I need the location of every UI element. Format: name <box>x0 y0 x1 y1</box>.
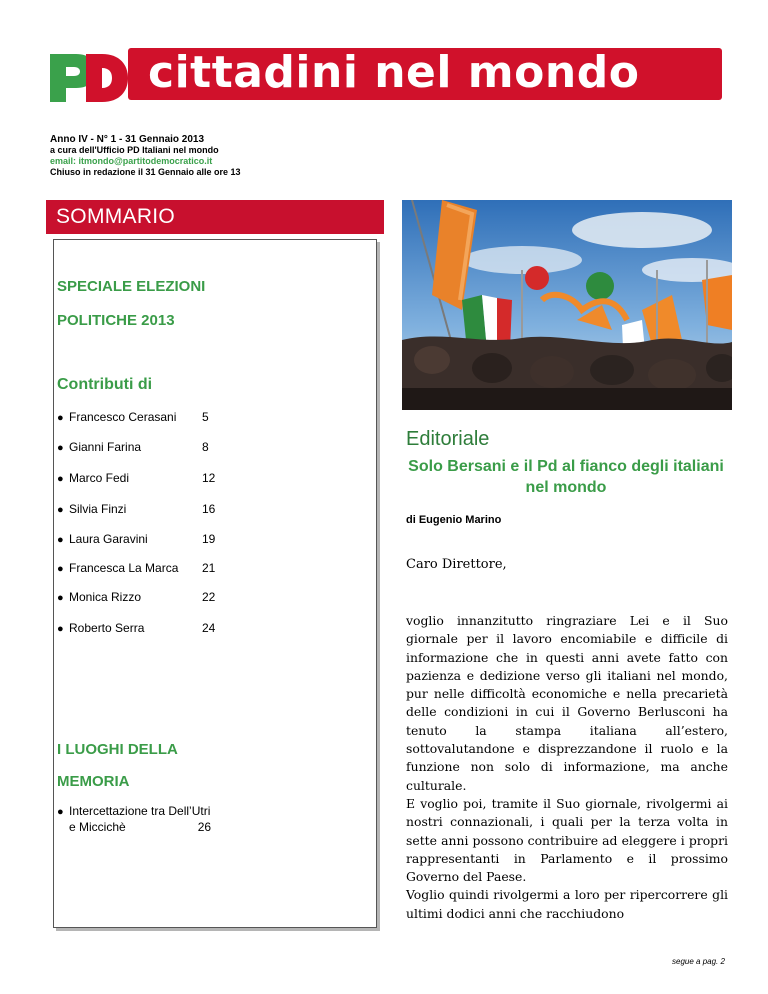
contributi-heading: Contributi di <box>57 376 153 393</box>
bullet-icon: ● <box>57 623 64 635</box>
paragraph: voglio innanzitutto ringraziare Lei e il Suo giornale per il lavoro encomiabile e difficile di informazione che in questi anni avete fatto con pazienza e dedizione verso gli italiani nel mondo, pur nelle difficoltà economiche e nella precarietà delle condizioni in cui il Governo Berlusconi ha tenuto la stampa italiana all’estero, sottovalutandone e disprezzandone il ruolo e la funzione non solo di informazione, ma anche culturale. <box>406 613 728 793</box>
bullet-icon: ● <box>57 442 64 454</box>
contents-item[interactable]: ● Silvia Finzi 16 <box>57 502 216 516</box>
editorial-body <box>406 612 728 923</box>
bullet-icon: ● <box>57 412 64 424</box>
bullet-icon: ● <box>57 534 64 546</box>
page-number: 21 <box>202 561 216 575</box>
contents-item[interactable]: ● Roberto Serra 24 <box>57 621 216 635</box>
page-number: 12 <box>202 471 216 485</box>
page-number: 5 <box>202 410 209 424</box>
page-number: 26 <box>197 820 212 834</box>
page-number: 22 <box>202 590 216 604</box>
masthead-title: cittadini nel mondo <box>148 47 640 98</box>
paragraph: E voglio poi, tramite il Suo giornale, rivolgermi ai nostri connazionali, i quali per la terza volta in sette anni possono contribuire ad eleggere i propri rappresentanti in Parlamento e il prossimo Governo del Paese. <box>406 795 728 885</box>
closing-note: Chiuso in redazione il 31 Gennaio alle ore 13 <box>50 167 241 177</box>
contents-item[interactable]: ● Intercettazione tra Dell’Utri e Miccichè 26 <box>57 804 212 834</box>
bullet-icon: ● <box>57 592 64 604</box>
contents-item[interactable]: ● Francesco Cerasani 5 <box>57 410 209 424</box>
issue-info <box>50 134 241 178</box>
contents-item[interactable]: ● Laura Garavini 19 <box>57 532 216 546</box>
pd-logo-d <box>82 52 130 104</box>
bullet-icon: ● <box>57 806 64 818</box>
byline: di Eugenio Marino <box>406 514 502 526</box>
page-number: 16 <box>202 502 216 516</box>
section-politiche-2013: POLITICHE 2013 <box>57 312 175 329</box>
contents-item[interactable]: ● Monica Rizzo 22 <box>57 590 216 604</box>
page-number: 8 <box>202 440 209 454</box>
editorial-headline: Solo Bersani e il Pd al fianco degli italiani nel mondo <box>408 458 724 496</box>
section-memoria: MEMORIA <box>57 773 130 790</box>
bullet-icon: ● <box>57 473 64 485</box>
continued-note[interactable]: segue a pag. 2 <box>672 957 725 966</box>
contact-email[interactable]: email: itmondo@partitodemocratico.it <box>50 156 213 166</box>
page-number: 24 <box>202 621 216 635</box>
issue-number: Anno IV - N° 1 - 31 Gennaio 2013 <box>50 134 205 145</box>
curated-by: a cura dell'Ufficio PD Italiani nel mondo <box>50 145 219 155</box>
bullet-icon: ● <box>57 504 64 516</box>
contents-item[interactable]: ● Francesca La Marca 21 <box>57 561 216 575</box>
greeting: Caro Direttore, <box>406 557 507 572</box>
contents-item[interactable]: ● Marco Fedi 12 <box>57 471 216 485</box>
section-speciale-elezioni: SPECIALE ELEZIONI <box>57 278 206 295</box>
contents-item[interactable]: ● Gianni Farina 8 <box>57 440 209 454</box>
rally-photo <box>402 200 732 410</box>
paragraph: Voglio quindi rivolgermi a loro per ripercorrere gli ultimi dodici anni che racchiudono <box>406 887 728 921</box>
sommario-title: SOMMARIO <box>56 205 176 228</box>
section-luoghi-memoria: I LUOGHI DELLA <box>57 741 178 758</box>
page-number: 19 <box>202 532 216 546</box>
editorial-label: Editoriale <box>406 428 490 450</box>
bullet-icon: ● <box>57 563 64 575</box>
